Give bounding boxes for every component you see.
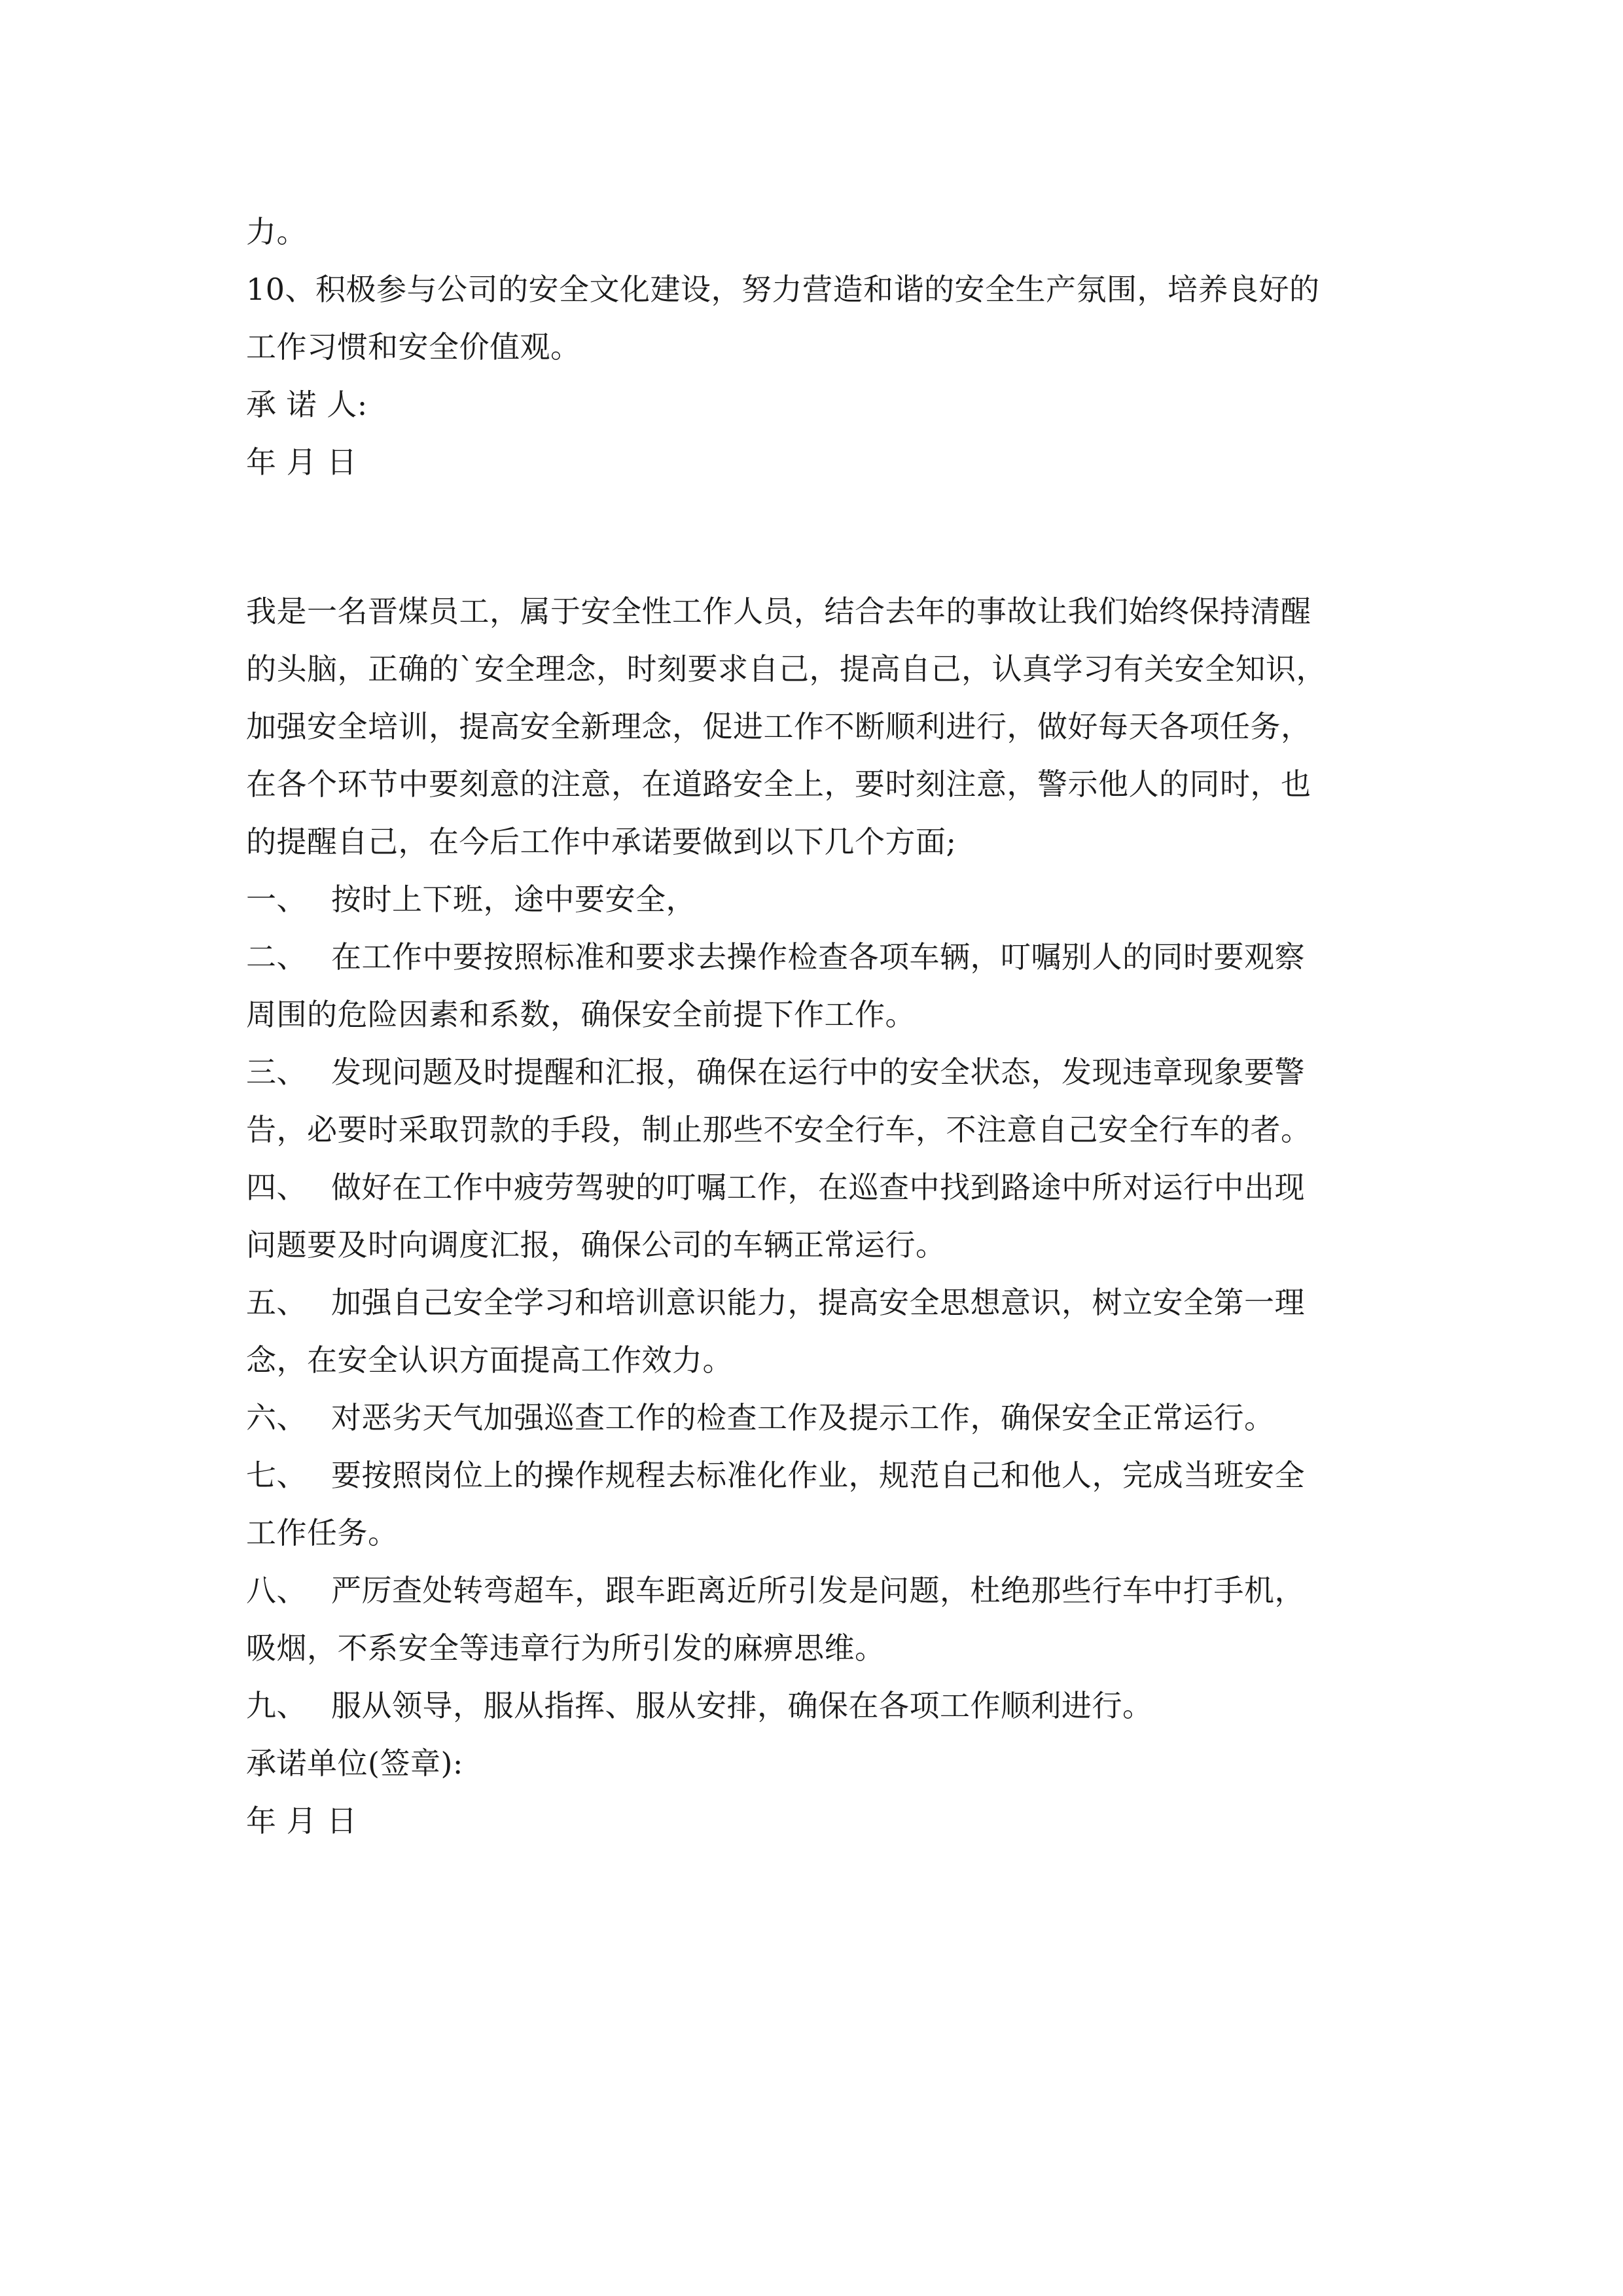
pledge-section-two <box>246 583 1398 1850</box>
list-item-text: 对恶劣天气加强巡查工作的检查工作及提示工作，确保安全正常运行。 <box>331 1400 1275 1435</box>
list-item <box>246 1389 1398 1446</box>
list-item-text: 做好在工作中疲劳驾驶的叮嘱工作，在巡查中找到路途中所对运行中出现 <box>331 1170 1305 1205</box>
intro-line: 在各个环节中要刻意的注意，在道路安全上，要时刻注意，警示他人的同时，也 <box>246 766 1311 802</box>
list-item-continuation: 周围的危险因素和系数，确保安全前提下作工作。 <box>246 997 916 1032</box>
list-item-continuation: 吸烟，不系安全等违章行为所引发的麻痹思维。 <box>246 1630 885 1666</box>
list-item <box>246 1446 1398 1504</box>
list-item-number: 九、 <box>246 1688 307 1723</box>
intro-line: 的头脑，正确的`安全理念，时刻要求自己，提高自己，认真学习有关安全知识， <box>246 651 1327 687</box>
list-item-continuation: 问题要及时向调度汇报，确保公司的车辆正常运行。 <box>246 1227 946 1263</box>
list-item <box>246 1043 1398 1101</box>
intro-line: 我是一名晋煤员工，属于安全性工作人员，结合去年的事故让我们始终保持清醒 <box>246 594 1311 629</box>
list-item-continuation: 告，必要时采取罚款的手段，制止那些不安全行车，不注意自己安全行车的者。 <box>246 1112 1311 1147</box>
list-item-number: 二、 <box>246 939 307 975</box>
list-item-number: 七、 <box>246 1458 307 1493</box>
list-item <box>246 1158 1398 1216</box>
list-item <box>246 1274 1398 1331</box>
intro-line: 加强安全培训，提高安全新理念，促进工作不断顺利进行，做好每天各项任务， <box>246 709 1311 744</box>
date-label: 年 月 日 <box>246 444 357 480</box>
signature-label: 承诺单位(签章): <box>246 1746 463 1781</box>
list-item <box>246 928 1398 986</box>
list-item-number: 八、 <box>246 1573 307 1608</box>
list-item-number: 五、 <box>246 1285 307 1320</box>
list-item-text: 要按照岗位上的操作规程去标准化作业，规范自己和他人，完成当班安全 <box>331 1458 1305 1493</box>
list-item-number: 六、 <box>246 1400 307 1435</box>
list-item-text: 按时上下班，途中要安全， <box>331 882 696 917</box>
intro-line: 的提醒自己，在今后工作中承诺要做到以下几个方面; <box>246 824 957 859</box>
list-item-text: 加强自己安全学习和培训意识能力，提高安全思想意识，树立安全第一理 <box>331 1285 1305 1320</box>
list-item-continuation: 念，在安全认识方面提高工作效力。 <box>246 1342 733 1378</box>
signature-label: 承 诺 人: <box>246 387 368 422</box>
paragraph-line: 力。 <box>246 214 307 249</box>
date-label: 年 月 日 <box>246 1803 357 1839</box>
pledge-section-one <box>246 203 1398 491</box>
list-item-number: 一、 <box>246 882 307 917</box>
list-item-continuation: 工作任务。 <box>246 1515 399 1551</box>
list-item <box>246 870 1398 928</box>
list-item-text: 严厉查处转弯超车，跟车距离近所引发是问题，杜绝那些行车中打手机， <box>331 1573 1305 1608</box>
list-item-text: 在工作中要按照标准和要求去操作检查各项车辆，叮嘱别人的同时要观察 <box>331 939 1305 975</box>
list-item <box>246 1677 1398 1734</box>
list-item-number: 四、 <box>246 1170 307 1205</box>
paragraph-line: 工作习惯和安全价值观。 <box>246 329 581 365</box>
list-item-number: 三、 <box>246 1054 307 1090</box>
list-item-text: 服从领导，服从指挥、服从安排，确保在各项工作顺利进行。 <box>331 1688 1153 1723</box>
list-item <box>246 1562 1398 1619</box>
list-item-text: 发现问题及时提醒和汇报，确保在运行中的安全状态，发现违章现象要警 <box>331 1054 1305 1090</box>
paragraph-line: 10、积极参与公司的安全文化建设，努力营造和谐的安全生产氛围，培养良好的 <box>246 272 1320 307</box>
